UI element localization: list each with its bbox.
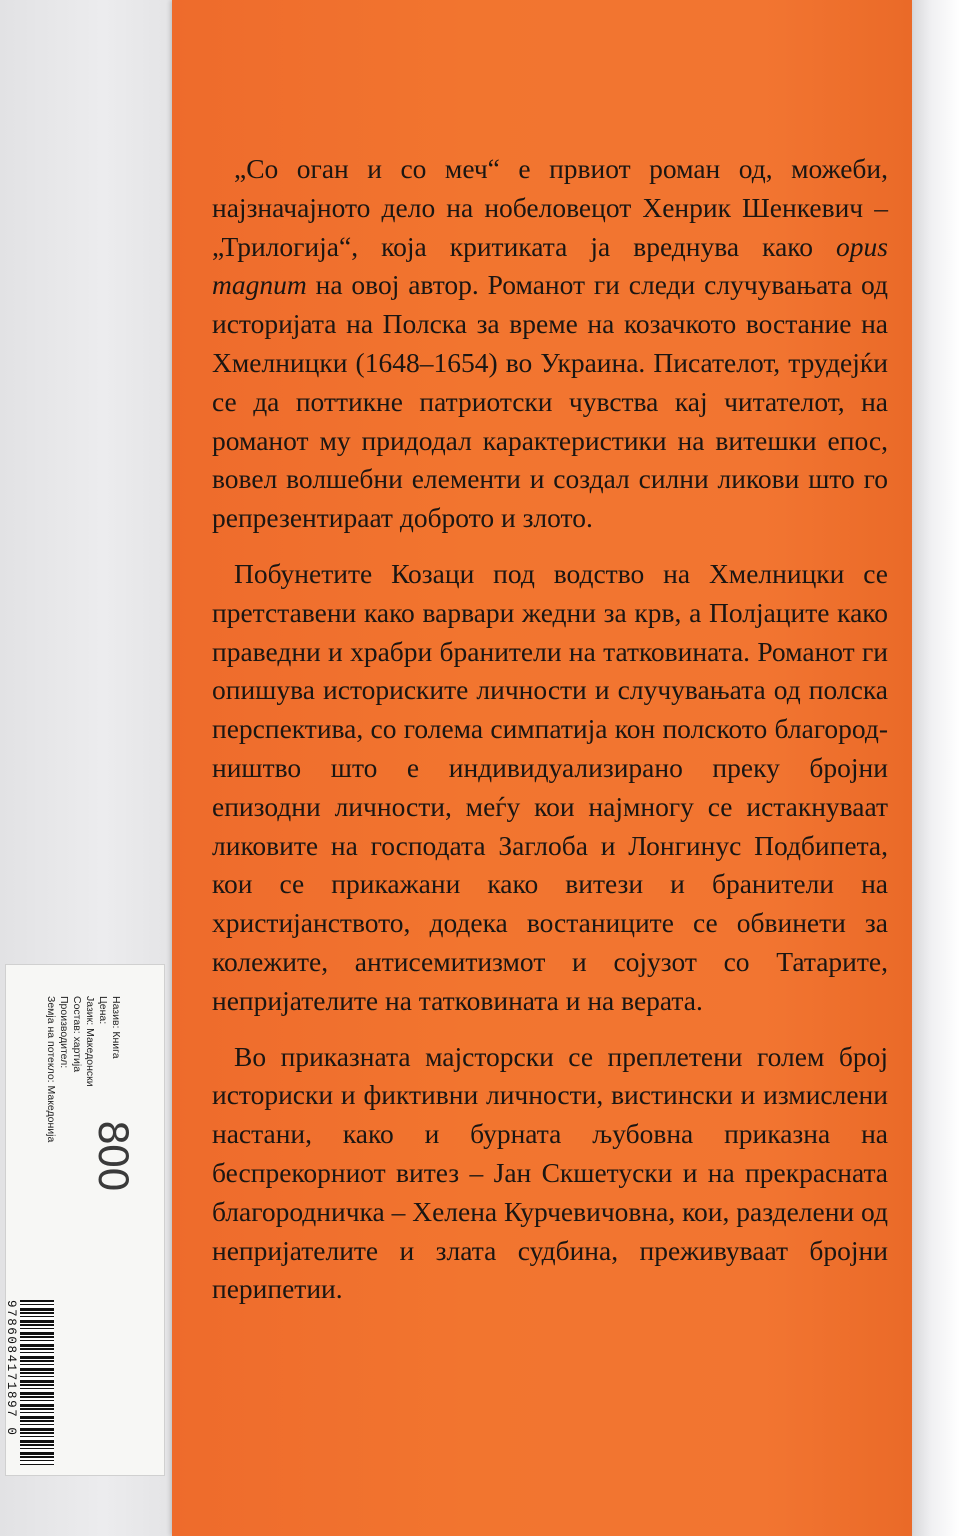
paragraph-2: Побунетите Козаци под водство на Хмелницки се претставени како варвари жедни за крв, а Полјаците како праведни и храбри бранители на татковината. Романот ги опишува историските личности и случувањата од полска перспектива, со голема симпатија кон полското благородништво што е индивидуализирано преку бројни епизодни личности, меѓу кои најмногу се истакнуваат ликовите на господата Заглоба и Лонгинус Подбипета, кои се прикажани како витези и бранители на христијанството, додека востаниците се обвинети за колежите, антисемитизмот и сојузот со Татарите, непријателите на татковината и на верата.	[212, 557, 888, 1016]
barcode-digits: 9786084171897 0	[4, 1300, 18, 1437]
paragraph-3: Во приказната мајсторски се преплетени голем број историски и фиктивни личности, вистински и измислени настани, како и бурната љубовна приказна на беспрекорниот витез – Јан Скшетуски и на прекрасната благородничка – Хелена Курчевичовна, кои, разделени од непријателите и злата судбина, преживуваат бројни перипетии.	[212, 1040, 888, 1305]
paragraph-1: „Со оган и со меч“ е првиот роман од, можеби, најзначајното дело на нобеловецот Хенрик Шенкевич – „Трилогија“, која критиката ја вреднува како opus magnum на овој автор. Романот ги следи случувањата од историјата на Полска за време на козачкото востание на Хмелницки (1648–1654) во Украина. Писателот, трудејќи се да поттикне патриотски чувства кај читателот, на романот му придодал карактеристики на витешки епос, вовел волшебни елементи и создал силни ликови што го репрезентираат доброто и злото.	[212, 153, 888, 534]
barcode	[20, 1300, 54, 1465]
label-line: Цена:	[97, 996, 109, 1025]
label-line: Јазик: Македонски	[84, 996, 96, 1087]
label-line: Земја на потекло: Македонија	[45, 996, 57, 1143]
blurb-text	[212, 150, 888, 1326]
label-line: Состав: хартија	[71, 996, 83, 1073]
label-line: Назив: Книга	[110, 996, 122, 1059]
label-line: Производител:	[58, 996, 70, 1069]
right-page-edge	[912, 0, 960, 1536]
handwritten-price: 800	[89, 1119, 135, 1191]
